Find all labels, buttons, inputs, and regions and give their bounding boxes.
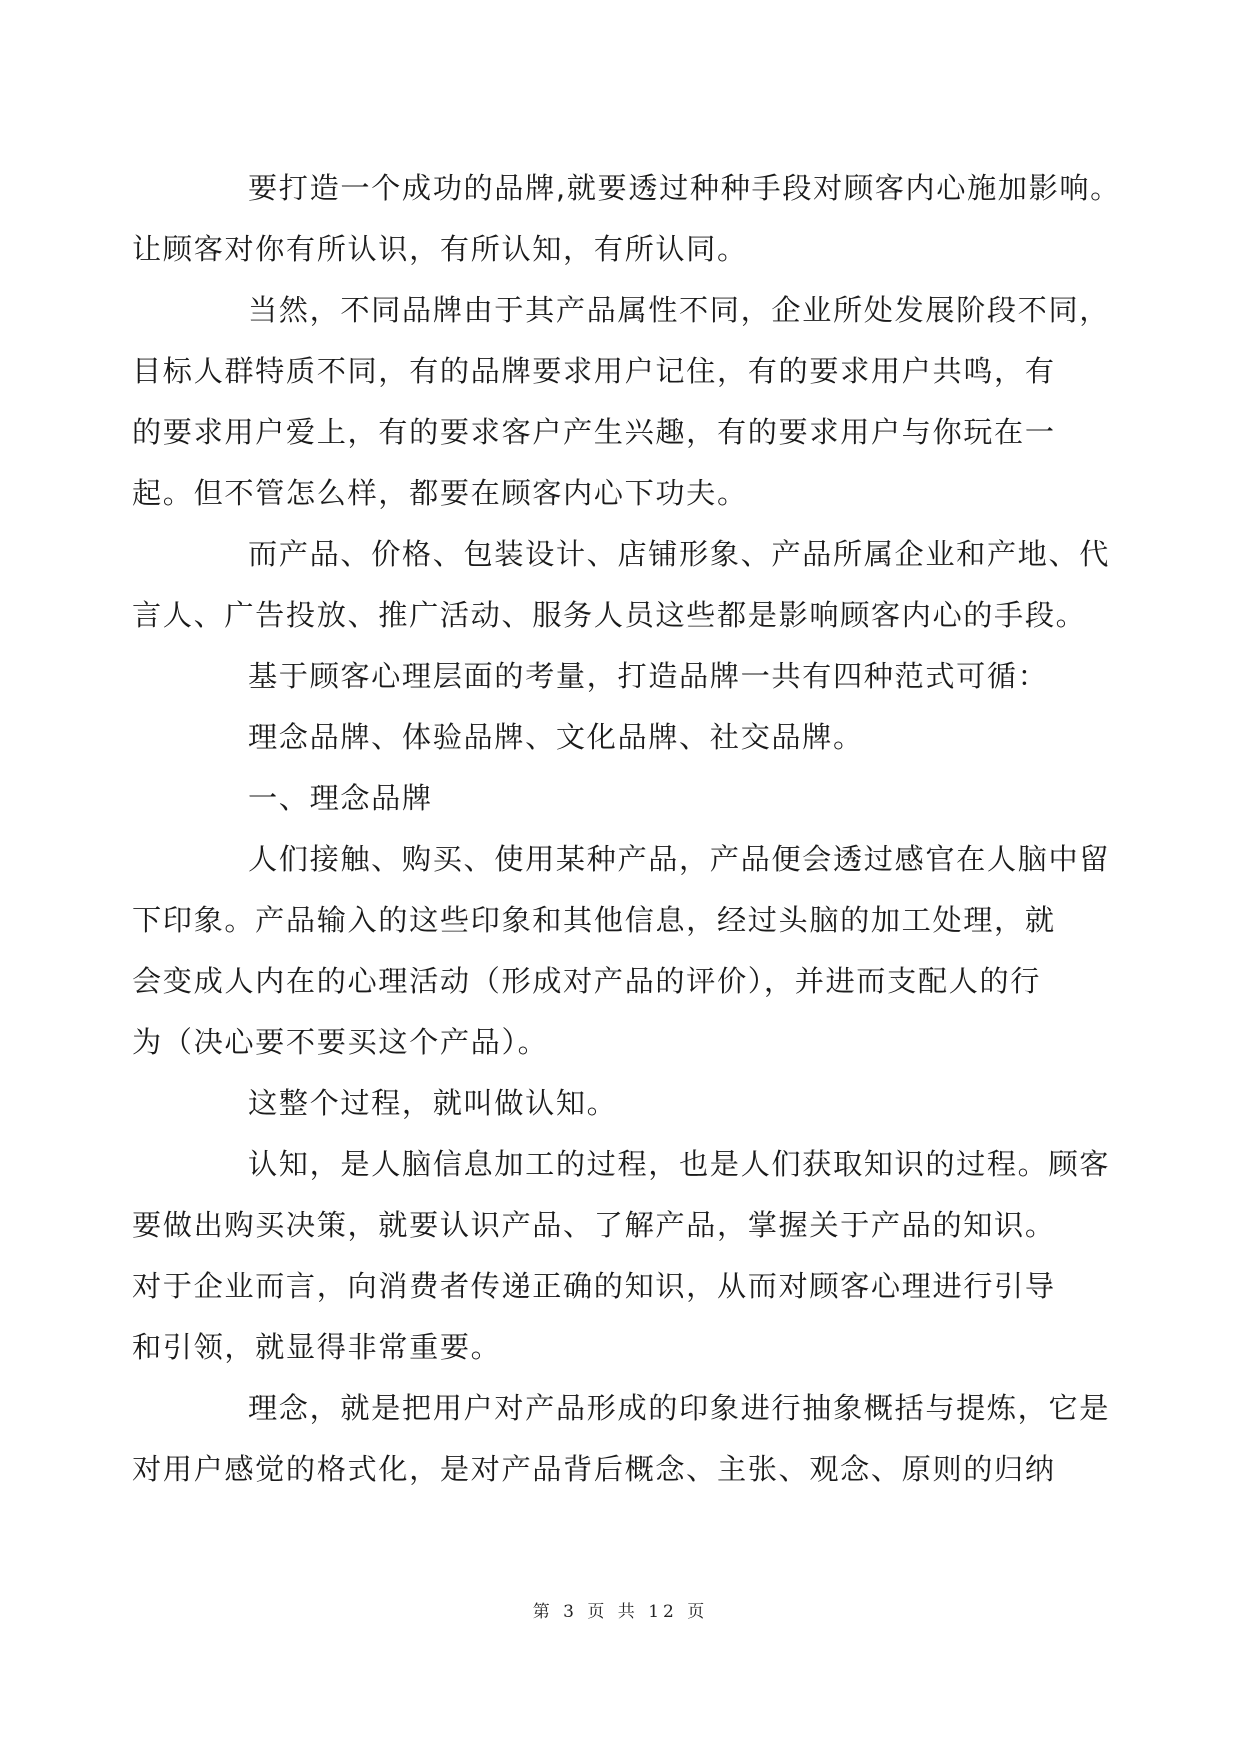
text-line: 而产品、价格、包装设计、店铺形象、产品所属企业和产地、代 bbox=[248, 537, 1111, 571]
section-heading bbox=[190, 768, 1050, 829]
text-line: 的要求用户爱上，有的要求客户产生兴趣，有的要求用户与你玩在一 bbox=[132, 415, 1056, 449]
text-line: 让顾客对你有所认识，有所认知，有所认同。 bbox=[132, 232, 748, 266]
text-line: 和引领，就显得非常重要。 bbox=[132, 1330, 502, 1364]
paragraph-2 bbox=[132, 280, 1111, 524]
paragraph-9 bbox=[132, 1378, 1111, 1500]
paragraph-7 bbox=[190, 1073, 1050, 1134]
paragraph-6 bbox=[132, 829, 1111, 1073]
text-line: 下印象。产品输入的这些印象和其他信息，经过头脑的加工处理，就 bbox=[132, 903, 1056, 937]
text-line: 人们接触、购买、使用某种产品，产品便会透过感官在人脑中留 bbox=[248, 842, 1111, 876]
text-line: 为（决心要不要买这个产品）。 bbox=[132, 1025, 549, 1059]
text-line: 当然，不同品牌由于其产品属性不同，企业所处发展阶段不同， bbox=[248, 293, 1111, 327]
text-line: 起。但不管怎么样，都要在顾客内心下功夫。 bbox=[132, 476, 748, 510]
text-line: 这整个过程，就叫做认知。 bbox=[248, 1086, 618, 1120]
text-line: 理念品牌、体验品牌、文化品牌、社交品牌。 bbox=[248, 720, 864, 754]
page-footer: 第 3 页 共 12 页 bbox=[532, 1602, 709, 1622]
paragraph-3 bbox=[132, 524, 1111, 646]
paragraph-1 bbox=[132, 158, 1121, 280]
text-line: 要打造一个成功的品牌,就要透过种种手段对顾客内心施加影响。 bbox=[248, 171, 1121, 205]
text-line: 言人、广告投放、推广活动、服务人员这些都是影响顾客内心的手段。 bbox=[132, 598, 1087, 632]
paragraph-5 bbox=[190, 707, 1050, 768]
paragraph-4 bbox=[190, 646, 1050, 707]
text-line: 目标人群特质不同，有的品牌要求用户记住，有的要求用户共鸣，有 bbox=[132, 354, 1056, 388]
text-line: 对用户感觉的格式化，是对产品背后概念、主张、观念、原则的归纳 bbox=[132, 1452, 1056, 1486]
text-line: 一、理念品牌 bbox=[248, 781, 433, 815]
body-text bbox=[132, 158, 1121, 1500]
paragraph-8 bbox=[132, 1134, 1111, 1378]
text-line: 对于企业而言，向消费者传递正确的知识，从而对顾客心理进行引导 bbox=[132, 1269, 1056, 1303]
text-line: 基于顾客心理层面的考量，打造品牌一共有四种范式可循： bbox=[248, 659, 1049, 693]
text-line: 会变成人内在的心理活动（形成对产品的评价），并进而支配人的行 bbox=[132, 964, 1042, 998]
text-line: 要做出购买决策，就要认识产品、了解产品，掌握关于产品的知识。 bbox=[132, 1208, 1056, 1242]
text-line: 理念，就是把用户对产品形成的印象进行抽象概括与提炼，它是 bbox=[248, 1391, 1111, 1425]
text-line: 认知，是人脑信息加工的过程，也是人们获取知识的过程。顾客 bbox=[248, 1147, 1111, 1181]
